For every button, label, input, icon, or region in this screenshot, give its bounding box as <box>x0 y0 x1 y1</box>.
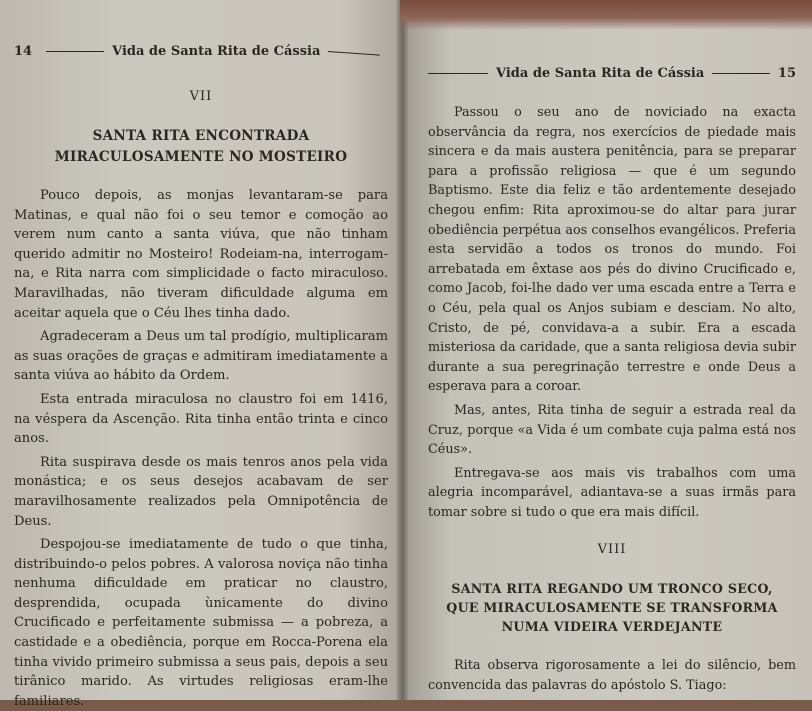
chapter-title <box>14 126 388 168</box>
chapter-title-line: SANTA RITA ENCONTRADA <box>92 128 310 144</box>
header-rule <box>328 51 380 56</box>
running-head-left <box>14 44 388 59</box>
chapter-number: VIII <box>597 542 627 558</box>
running-head-title-right: Vida de Santa Rita de Cássia <box>496 66 705 81</box>
paragraph: Agradeceram a Deus um tal prodígio, multiplicaram as suas orações de graças e admitiram imediatamente a santa viúva ao hábito da Ordem. <box>14 329 388 384</box>
running-head-right <box>428 66 796 81</box>
header-rule <box>712 73 770 74</box>
running-head-title-left: Vida de Santa Rita de Cássia <box>112 44 321 59</box>
paragraph: Pouco depois, as monjas levantaram-se para Matinas, e qual não foi o seu temor e comoção ao verem num canto a santa viúva, que não tinham querido admitir no Mosteiro! Rodeiam-na, interrogam-na, e Rita narra com simplicidade o facto miraculoso. Maravilhadas, não tiveram dificuldade alguma em aceitar aquela que o Céu lhes tinha dado. <box>14 188 388 321</box>
background-surface <box>400 0 812 30</box>
paragraph: Despojou-se imediatamente de tudo o que tinha, distribuindo-o pelos pobres. A valorosa noviça não tinha nenhuma dificuldade em praticar no claustro, desprendida, ocupada ùnicamente do divino Crucificado e perfeitamente submissa — a pobreza, a castidade e a obediência, porque em Rocca-Porena ela tinha vivido primeiro submissa a seus pais, depois a seu tirânico marido. As virtudes religiosas eram-lhe familiares. <box>14 537 388 709</box>
paragraph: Rita suspirava desde os mais tenros anos pela vida monástica; e os seus desejos acabavam de ser maravilhosamente realizados pela Omnipotência de Deus. <box>14 454 388 529</box>
left-page <box>0 0 402 709</box>
paragraph: Passou o seu ano de noviciado na exacta observância da regra, nos exercícios de piedade mais sincera e da mais austera penitência, para se preparar para a profissão religiosa — que é um segundo Baptismo. Este dia feliz e tão ardentemente desejado chegou enfim: Rita aproximou-se do altar para jurar obediência perpétua aos conselhos evangélicos. Preferia esta servidão a todos os tronos do mundo. Foi arrebatada em êxtase aos pés do divino Crucificado e, como Jacob, foi-lhe dado ver uma escada entre a Terra e o Céu, pela qual os Anjos subiam e desciam. No alto, Cristo, de pé, convidava-a a subir. Era a escada misteriosa da caridade, que a santa religiosa devia subir durante a sua peregrinação terrestre e onde Deus a esperava para a coroar. <box>428 105 796 395</box>
paragraph: Esta entrada miraculosa no claustro foi em 1416, na véspera da Ascenção. Rita tinha então trinta e cinco anos. <box>14 391 388 447</box>
page-number-right: 15 <box>777 66 796 81</box>
header-rule <box>46 51 104 52</box>
chapter-title-line: NUMA VIDEIRA VERDEJANTE <box>501 619 723 635</box>
chapter-number: VII <box>189 89 213 104</box>
header-rule <box>428 73 488 74</box>
chapter-title <box>428 579 796 636</box>
right-page <box>402 0 812 700</box>
paragraph: Rita observa rigorosamente a lei do silêncio, bem convencida das palavras do apóstolo S. Tiago: <box>428 658 796 694</box>
page-number-left: 14 <box>14 44 33 59</box>
book-gutter <box>396 0 408 700</box>
paragraph: Mas, antes, Rita tinha de seguir a estrada real da Cruz, porque «a Vida é um combate cuja palma está nos Céus». <box>428 402 796 458</box>
paragraph: Entregava-se aos mais vis trabalhos com uma alegria incomparável, adiantava-se a suas irmãs para tomar sobre si tudo o que era mais difícil. <box>428 465 796 520</box>
chapter-title-line: QUE MIRACULOSAMENTE SE TRANSFORMA <box>446 600 778 616</box>
chapter-title-line: SANTA RITA REGANDO UM TRONCO SECO, <box>451 581 773 597</box>
chapter-title-line: MIRACULOSAMENTE NO MOSTEIRO <box>54 149 348 165</box>
